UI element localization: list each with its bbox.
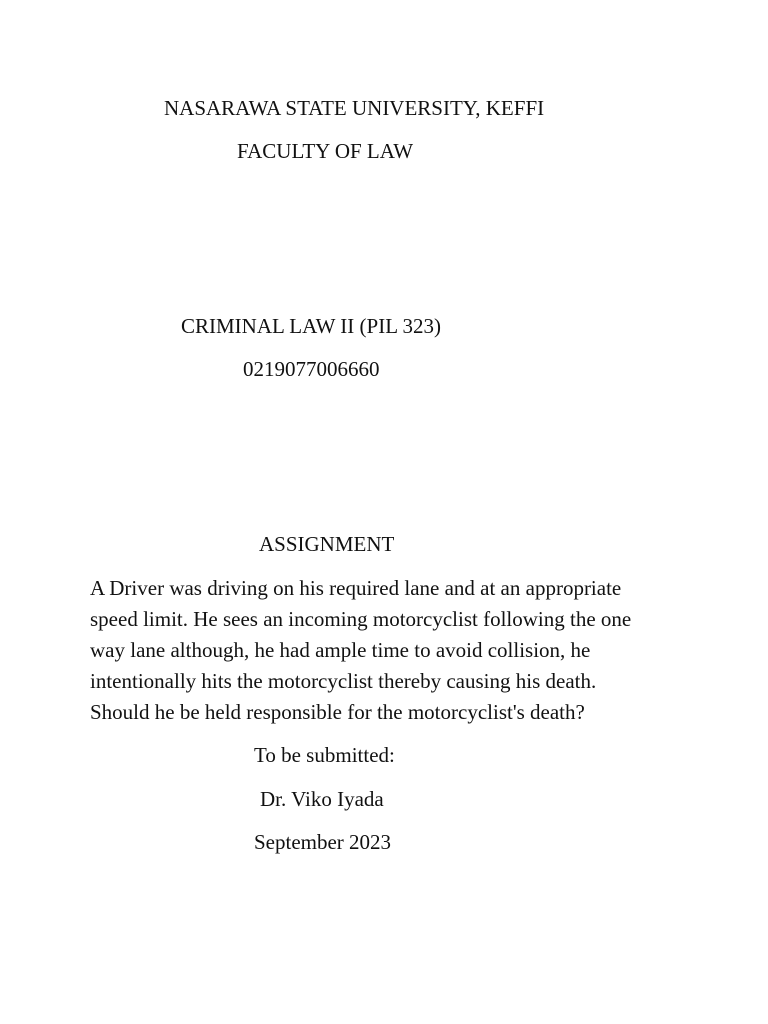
question-line: speed limit. He sees an incoming motorcyclist following the one (90, 607, 632, 631)
submission-date: September 2023 (254, 830, 392, 854)
question-line: Should he be held responsible for the motorcyclist's death? (90, 700, 585, 724)
course-title: CRIMINAL LAW II (PIL 323) (181, 314, 441, 338)
question-line: way lane although, he had ample time to avoid collision, he (90, 638, 591, 662)
assignment-question (90, 573, 690, 728)
question-line: A Driver was driving on his required lane and at an appropriate (90, 576, 622, 600)
university-name: NASARAWA STATE UNIVERSITY, KEFFI (164, 96, 545, 120)
assignment-heading: ASSIGNMENT (259, 532, 395, 556)
lecturer-name: Dr. Viko Iyada (260, 787, 384, 811)
faculty-name: FACULTY OF LAW (237, 139, 414, 163)
question-line: intentionally hits the motorcyclist thereby causing his death. (90, 669, 597, 693)
submission-label: To be submitted: (254, 743, 395, 767)
student-number: 0219077006660 (243, 357, 380, 381)
